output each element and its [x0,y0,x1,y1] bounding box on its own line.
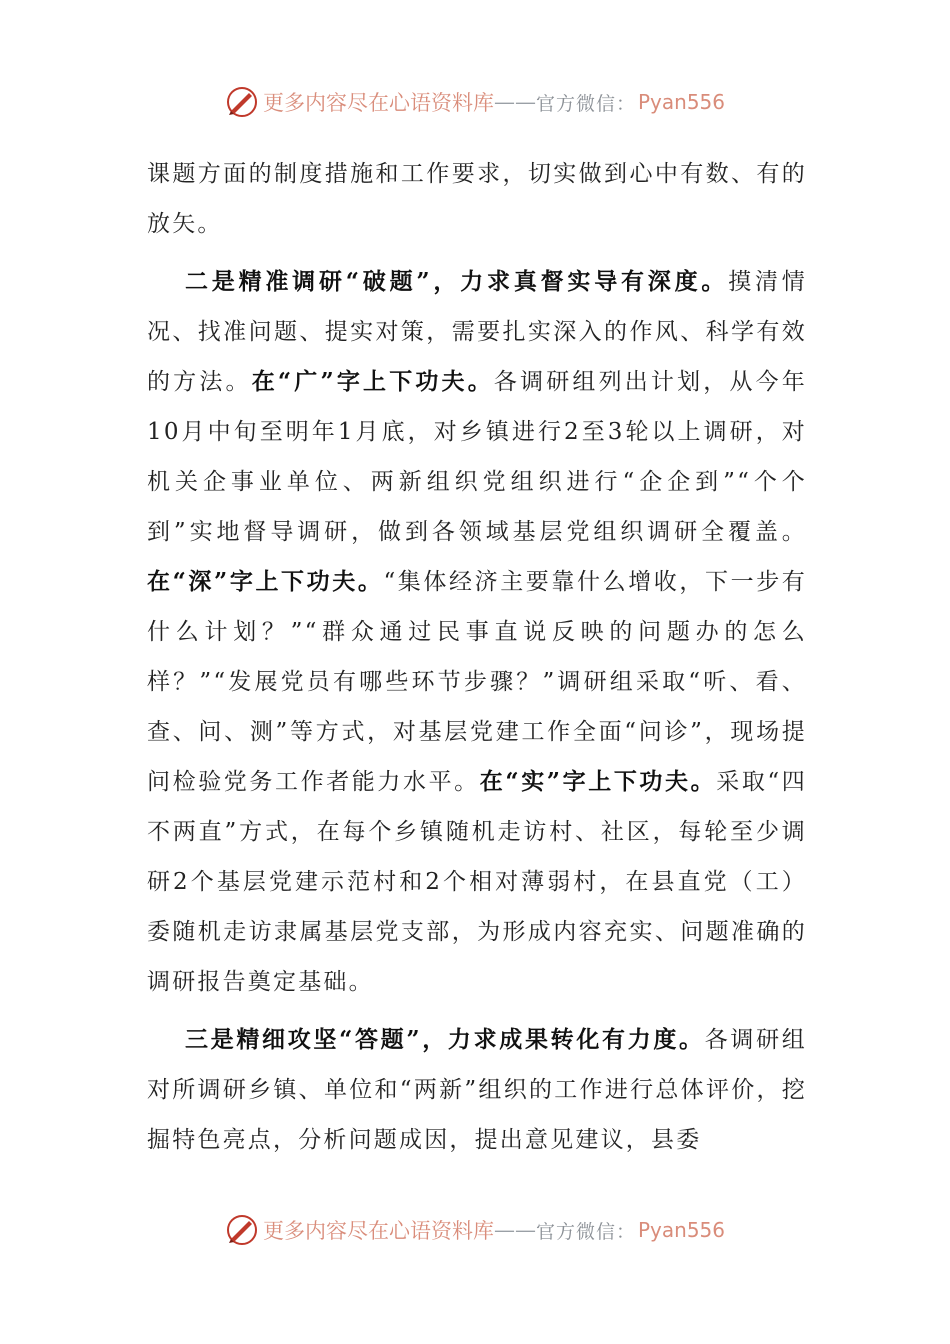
paragraph-text: 采取“四不两直”方式，在每个乡镇随机走访村、社区，每轮至少调研2个基层党建示范村和2个相对薄弱村，在县直党（工）委随机走访隶属基层党支部，为形成内容充实、问题准确的调研报告奠定基础。 [147,769,807,995]
document-body [147,149,807,1165]
banner-wechat-id: Pyan556 [638,1218,726,1242]
banner-text: 更多内容尽在心语资料库 [262,1219,494,1243]
banner-label: 官方微信： [535,92,636,115]
paragraph-text: 各调研组对所调研乡镇、单位和“两新”组织的工作进行总体评价，挖掘特色亮点，分析问题成因，提出意见建议，县委 [147,1027,807,1153]
banner-dash: —— [493,90,536,114]
paragraph-lead: 三是精细攻坚“答题”，力求成果转化有力度。 [185,1026,705,1053]
emphasis-shi: 在“实”字上下功夫。 [479,768,717,795]
paragraph-continuation [147,149,807,249]
paragraph-text: 课题方面的制度措施和工作要求，切实做到心中有数、有的放矢。 [147,161,807,237]
footer-banner [0,1210,950,1250]
banner-label: 官方微信： [535,1220,636,1243]
pen-logo-icon [225,1213,259,1247]
banner-dash: —— [493,1218,536,1242]
banner-wechat-id: Pyan556 [638,90,726,114]
paragraph-text: 摸清情况、找准问题、提实对策，需要扎实深入的作风、科学有效的方法。 [147,269,807,395]
paragraph-text: “集体经济主要靠什么增收，下一步有什么计划？”“群众通过民事直说反映的问题办的怎么样？”“发展党员有哪些环节步骤？”调研组采取“听、看、查、问、测”等方式，对基层党建工作全面“问诊”，现场提问检验党务工作者能力水平。 [147,569,807,795]
header-banner [0,82,950,122]
pen-logo-icon [225,85,259,119]
paragraph-lead: 二是精准调研“破题”，力求真督实导有深度。 [185,268,729,295]
banner-text: 更多内容尽在心语资料库 [262,91,494,115]
paragraph-text: 各调研组列出计划，从今年10月中旬至明年1月底，对乡镇进行2至3轮以上调研，对机关企事业单位、两新组织党组织进行“企企到”“个个到”实地督导调研，做到各领域基层党组织调研全覆盖。 [147,369,807,545]
emphasis-guang: 在“广”字上下功夫。 [251,368,494,395]
paragraph-precise-research [147,257,807,1007]
paragraph-fine-solving [147,1015,807,1165]
emphasis-shen: 在“深”字上下功夫。 [147,568,384,595]
